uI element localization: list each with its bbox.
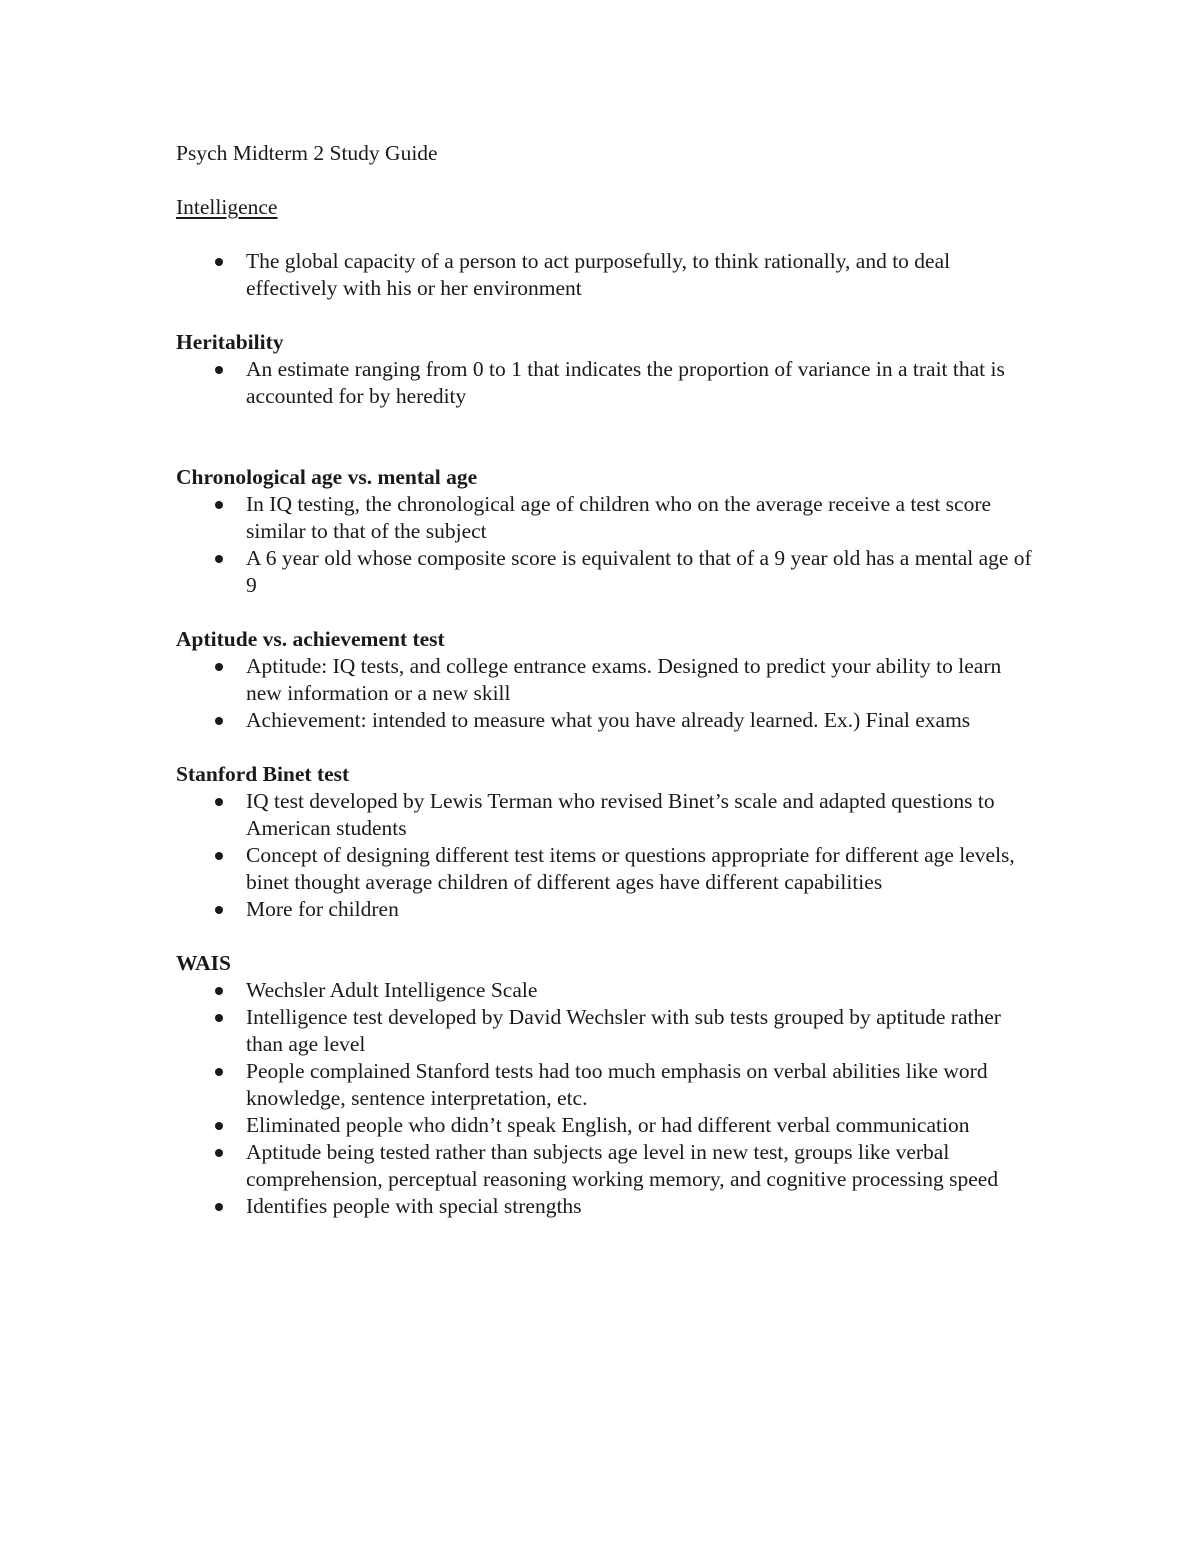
bullet-icon [215,258,223,266]
document-page [176,140,1036,1220]
list-item: More for children [246,896,1036,923]
list-item: The global capacity of a person to act purposefully, to think rationally, and to deal effectively with his or her environment [246,248,1036,302]
list-item: Wechsler Adult Intelligence Scale [246,977,1036,1004]
bullet-icon [215,798,223,806]
bullet-icon [215,987,223,995]
bullet-icon [215,906,223,914]
list-item: Concept of designing different test items or questions appropriate for different age levels, binet thought average children of different ages have different capabilities [246,842,1036,896]
bullet-list [176,653,1036,734]
bullet-icon [215,1014,223,1022]
bullet-icon [215,852,223,860]
list-item: Aptitude: IQ tests, and college entrance exams. Designed to predict your ability to learn new information or a new skill [246,653,1036,707]
section-heading: Intelligence [176,195,278,219]
section-chronological-age [176,464,1036,599]
bullet-icon [215,663,223,671]
section-intelligence [176,194,1036,302]
section-heading: WAIS [176,951,231,975]
bullet-icon [215,717,223,725]
section-heading: Heritability [176,330,284,354]
list-item: A 6 year old whose composite score is equivalent to that of a 9 year old has a mental age of 9 [246,545,1036,599]
section-heading: Aptitude vs. achievement test [176,627,445,651]
section-heading: Chronological age vs. mental age [176,465,478,489]
bullet-icon [215,501,223,509]
list-item: In IQ testing, the chronological age of children who on the average receive a test score similar to that of the subject [246,491,1036,545]
bullet-list [176,356,1036,410]
bullet-icon [215,1068,223,1076]
section-heritability [176,329,1036,410]
section-heading: Stanford Binet test [176,762,350,786]
document-title: Psych Midterm 2 Study Guide [176,141,438,165]
bullet-icon [215,1149,223,1157]
section-aptitude-achievement [176,626,1036,734]
bullet-icon [215,1203,223,1211]
bullet-icon [215,1122,223,1130]
bullet-list [176,248,1036,302]
bullet-icon [215,366,223,374]
section-stanford-binet [176,761,1036,923]
list-item: IQ test developed by Lewis Terman who revised Binet’s scale and adapted questions to American students [246,788,1036,842]
list-item: An estimate ranging from 0 to 1 that indicates the proportion of variance in a trait that is accounted for by heredity [246,356,1036,410]
list-item: Achievement: intended to measure what you have already learned. Ex.) Final exams [246,707,1036,734]
bullet-icon [215,555,223,563]
bullet-list [176,491,1036,599]
list-item: Eliminated people who didn’t speak English, or had different verbal communication [246,1112,1036,1139]
list-item: Intelligence test developed by David Wechsler with sub tests grouped by aptitude rather than age level [246,1004,1036,1058]
bullet-list [176,788,1036,923]
list-item: Aptitude being tested rather than subjects age level in new test, groups like verbal comprehension, perceptual reasoning working memory, and cognitive processing speed [246,1139,1036,1193]
section-wais [176,950,1036,1220]
bullet-list [176,977,1036,1220]
list-item: People complained Stanford tests had too much emphasis on verbal abilities like word knowledge, sentence interpretation, etc. [246,1058,1036,1112]
list-item: Identifies people with special strengths [246,1193,1036,1220]
